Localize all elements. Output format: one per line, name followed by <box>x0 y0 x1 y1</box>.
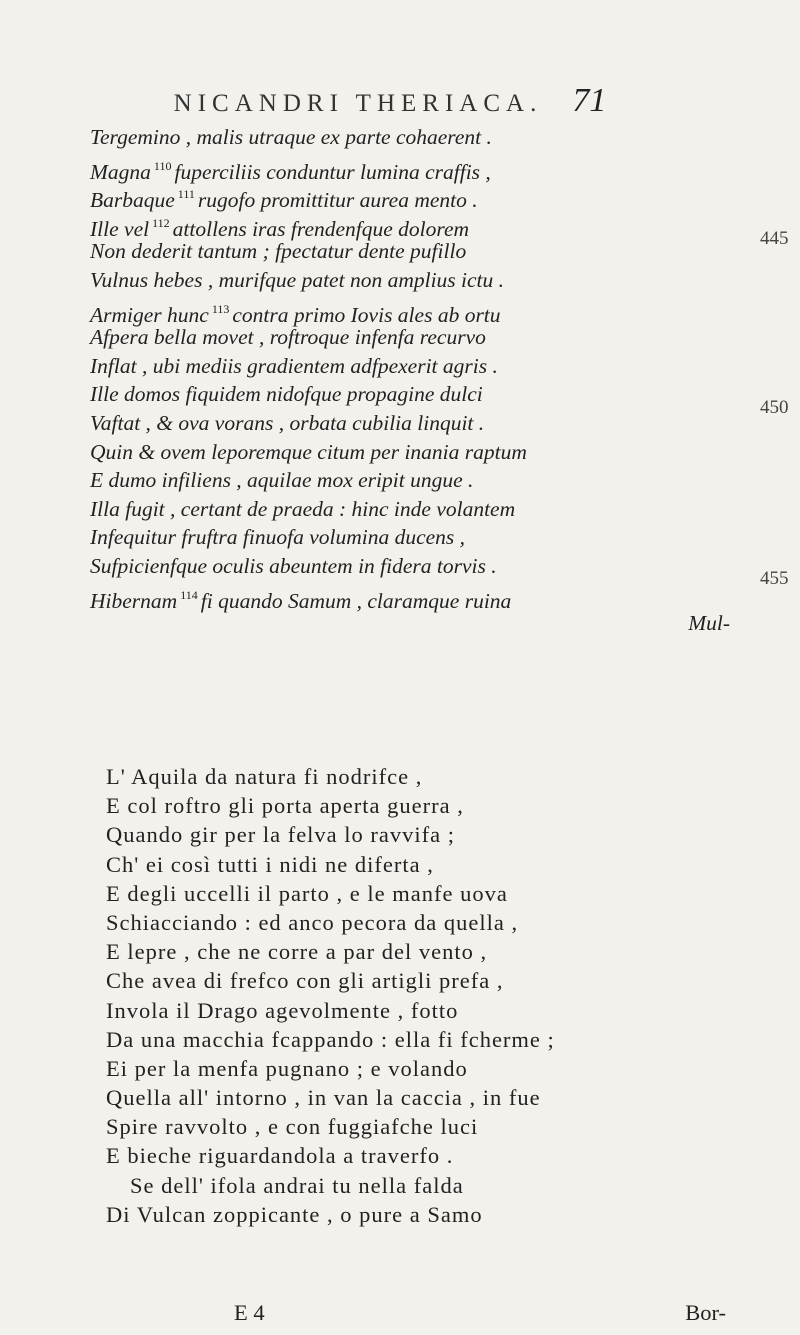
latin-verse-line <box>90 409 730 438</box>
italian-verse-line: L' Aquila da natura fi nodrifce , <box>106 764 423 789</box>
verse-text: Armiger hunc <box>90 302 209 327</box>
latin-verse-line <box>90 523 730 552</box>
margin-line-number: 455 <box>760 568 789 589</box>
latin-verse-line <box>90 237 730 266</box>
italian-verse-line: Schiacciando : ed anco pecora da quella , <box>106 909 519 935</box>
latin-verse-line <box>90 323 730 352</box>
footnote-marker: 113 <box>211 301 230 316</box>
latin-verse-line <box>90 552 730 581</box>
italian-verse-line: E degli uccelli il parto , e le manfe uova <box>106 880 508 906</box>
running-title: NICANDRI THERIACA. <box>173 90 543 117</box>
verse-text: Non dederit tantum ; fpectatur dente pufillo <box>90 239 467 264</box>
verse-text: contra primo Iovis ales ab ortu <box>232 302 501 327</box>
verse-text: attollens iras frendenfque dolorem <box>172 216 470 241</box>
verse-text: rugofo promittitur aurea mento . <box>197 188 478 213</box>
page-header <box>90 82 690 120</box>
italian-verse-line: Di Vulcan zoppicante , o pure a Samo <box>106 1201 483 1227</box>
italian-verse-line: E col roftro gli porta aperta guerra , <box>106 793 464 819</box>
verse-text: E dumo infiliens , aquilae mox eripit ungue . <box>90 468 474 493</box>
footer-catchword: Bor- <box>685 1300 726 1325</box>
verse-text: Hibernam <box>90 588 178 613</box>
verse-text: Vulnus hebes , murifque patet non amplius ictu . <box>90 267 505 292</box>
footnote-marker: 110 <box>153 158 172 173</box>
italian-verse-line: Ch' ei così tutti i nidi ne diferta , <box>106 851 434 877</box>
latin-verse-line <box>90 180 730 213</box>
latin-verse-line <box>90 266 730 295</box>
latin-verse-line <box>90 209 730 241</box>
verse-text: Afpera bella movet , roftroque infenfa recurvo <box>90 325 486 350</box>
verse-text: Illa fugit , certant de praeda : hinc inde volantem <box>90 496 516 521</box>
verse-text: Magna <box>90 159 151 184</box>
footnote-marker: 114 <box>180 587 198 602</box>
verse-text: Tergemino , malis utraque ex parte cohaerent . <box>90 125 492 149</box>
latin-verse-line <box>90 380 730 409</box>
verse-text: Vaftat , & ova vorans , orbata cubilia linquit . <box>90 410 485 435</box>
italian-verse-line: Se dell' ifola andrai tu nella falda <box>130 1172 464 1198</box>
latin-verse-line <box>90 581 730 613</box>
italian-verse-line: Che avea di frefco con gli artigli prefa , <box>106 968 504 994</box>
latin-verse-line <box>90 152 730 184</box>
footnote-marker: 111 <box>177 187 195 202</box>
italian-verse-line: E bieche riguardandola a traverfo . <box>106 1143 454 1169</box>
italian-verse-line: Invola il Drago agevolmente , fotto <box>106 997 459 1023</box>
italian-verse-line: Quella all' intorno , in van la caccia , in fue <box>106 1085 541 1111</box>
verse-text: Ille domos fiquidem nidofque propagine dulci <box>90 382 483 407</box>
margin-line-number: 450 <box>760 397 789 418</box>
latin-verse-line <box>90 466 730 495</box>
verse-text: Barbaque <box>90 188 175 213</box>
italian-verse-line: Da una macchia fcappando : ella fi fcherme ; <box>106 1026 555 1052</box>
latin-verse-block <box>90 123 730 638</box>
latin-verse-line <box>90 438 730 467</box>
verse-text: Quin & ovem leporemque citum per inania raptum <box>90 439 527 464</box>
verse-text: Infequitur fruftra finuofa volumina ducens , <box>90 525 466 550</box>
page-number: 71 <box>572 82 607 119</box>
verse-text: Ille vel <box>90 216 150 241</box>
italian-verse-line: Spire ravvolto , e con fuggiafche luci <box>106 1114 479 1140</box>
latin-verse-line <box>90 495 730 524</box>
latin-verse-line <box>90 123 730 152</box>
verse-text: fi quando Samum , claramque ruina <box>200 588 512 613</box>
italian-verse-line: Ei per la menfa pugnano ; e volando <box>106 1055 468 1081</box>
page-footer <box>106 1300 726 1326</box>
margin-line-number: 445 <box>760 228 789 249</box>
signature-mark: E 4 <box>234 1300 265 1325</box>
italian-verse-line: E lepre , che ne corre a par del vento , <box>106 939 488 965</box>
latin-verse-line <box>90 352 730 381</box>
italian-verse-line: Quando gir per la felva lo ravvifa ; <box>106 822 456 848</box>
latin-catchword: Mul- <box>688 611 730 636</box>
verse-text: Sufpicienfque oculis abeuntem in fidera torvis . <box>90 553 497 578</box>
latin-verse-line <box>90 295 730 327</box>
verse-text: fuperciliis conduntur lumina craffis , <box>174 159 491 184</box>
italian-translation-block <box>106 762 726 1229</box>
verse-text: Inflat , ubi mediis gradientem adfpexerit agris . <box>90 353 498 378</box>
footnote-marker: 112 <box>152 215 170 230</box>
